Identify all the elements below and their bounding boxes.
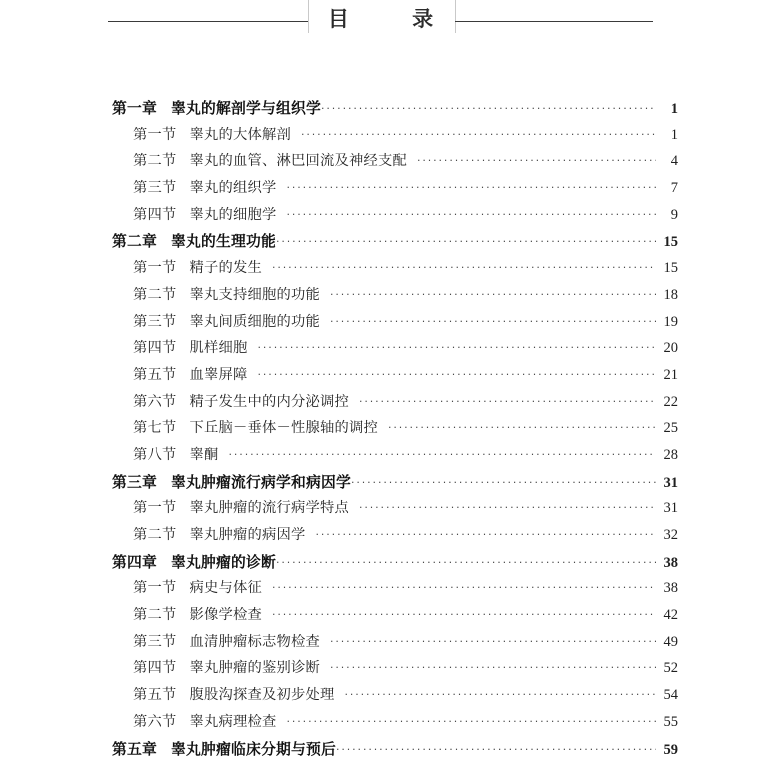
toc-entry-number: 第六节 <box>133 714 177 730</box>
toc-entry-number: 第六节 <box>133 394 177 410</box>
toc-section-entry[interactable] <box>0 577 761 604</box>
toc-entry-title: 睾丸肿瘤临床分期与预后 <box>171 741 336 758</box>
toc-entry-label <box>133 177 276 197</box>
toc-leader-dots <box>344 688 656 701</box>
toc-entry-number: 第三节 <box>133 314 177 330</box>
toc-leader-dots <box>272 581 656 594</box>
toc-section-entry[interactable] <box>0 524 761 551</box>
toc-entry-title: 睾丸的组织学 <box>190 180 277 196</box>
toc-entry-number: 第二章 <box>112 233 157 250</box>
toc-leader-dots <box>417 154 656 167</box>
toc-entry-label <box>112 551 276 572</box>
toc-entry-label <box>133 524 305 544</box>
toc-section-entry[interactable] <box>0 284 761 311</box>
toc-entry-label <box>112 738 336 759</box>
toc-entry-number: 第一节 <box>133 500 177 516</box>
toc-chapter-entry[interactable] <box>0 738 761 764</box>
toc-leader-dots <box>286 208 656 221</box>
toc-section-entry[interactable] <box>0 204 761 231</box>
toc-leader-dots <box>272 608 656 621</box>
toc-entry-label <box>133 311 320 331</box>
toc-entry-label <box>133 711 276 731</box>
toc-leader-dots <box>276 556 656 569</box>
toc-entry-label <box>133 657 320 677</box>
toc-entry-title: 睾丸的大体解剖 <box>190 127 291 143</box>
toc-header <box>0 0 761 46</box>
toc-leader-dots <box>286 181 656 194</box>
toc-entry-number: 第三节 <box>133 634 177 650</box>
toc-section-entry[interactable] <box>0 657 761 684</box>
toc-entry-label <box>133 604 262 624</box>
page-title: 目 录 <box>0 2 761 36</box>
toc-page-number: 54 <box>656 687 678 704</box>
toc-leader-dots <box>330 288 656 301</box>
toc-section-entry[interactable] <box>0 711 761 738</box>
toc-section-entry[interactable] <box>0 684 761 711</box>
toc-entry-label <box>133 337 248 357</box>
toc-entry-number: 第五章 <box>112 741 157 758</box>
toc-page-number: 25 <box>656 420 678 437</box>
toc-page-number: 21 <box>656 367 678 384</box>
toc-entry-label <box>112 471 351 492</box>
toc-page-number: 19 <box>656 314 678 331</box>
toc-entry-title: 睾丸间质细胞的功能 <box>190 314 320 330</box>
toc-page-number: 52 <box>656 660 678 677</box>
toc-page-number: 49 <box>656 634 678 651</box>
toc-leader-dots <box>229 448 657 461</box>
toc-section-entry[interactable] <box>0 604 761 631</box>
toc-leader-dots <box>359 395 656 408</box>
toc-entry-title: 睾丸肿瘤的病因学 <box>190 527 306 543</box>
toc-entry-number: 第一节 <box>133 260 177 276</box>
toc-entry-number: 第二节 <box>133 153 177 169</box>
toc-page-number: 7 <box>656 180 678 197</box>
toc-page-number: 32 <box>656 527 678 544</box>
toc-section-entry[interactable] <box>0 257 761 284</box>
toc-entry-title: 精子发生中的内分泌调控 <box>190 394 349 410</box>
toc-entry-label <box>133 124 291 144</box>
toc-entry-title: 肌样细胞 <box>190 340 248 356</box>
toc-entry-label <box>133 391 349 411</box>
toc-entry-number: 第三章 <box>112 474 157 491</box>
toc-section-entry[interactable] <box>0 417 761 444</box>
toc-leader-dots <box>286 715 656 728</box>
toc-entry-label <box>112 230 276 251</box>
toc-entry-title: 睾丸肿瘤流行病学和病因学 <box>171 474 351 491</box>
toc-entry-label <box>133 150 407 170</box>
toc-page-number: 31 <box>656 500 678 517</box>
toc-section-entry[interactable] <box>0 177 761 204</box>
toc-entry-title: 睾丸的解剖学与组织学 <box>171 100 321 117</box>
toc-entry-title: 血睾屏障 <box>190 367 248 383</box>
toc-section-entry[interactable] <box>0 311 761 338</box>
header-rule-right <box>455 21 653 22</box>
toc-section-entry[interactable] <box>0 444 761 471</box>
toc-leader-dots <box>258 368 657 381</box>
toc-chapter-entry[interactable] <box>0 551 761 578</box>
toc-entry-title: 睾丸支持细胞的功能 <box>190 287 320 303</box>
toc-page-number: 1 <box>656 127 678 144</box>
toc-entry-title: 病史与体征 <box>190 580 262 596</box>
toc-page-number: 59 <box>656 742 678 759</box>
toc-leader-dots <box>276 235 656 248</box>
toc-entry-label <box>133 497 349 517</box>
toc-entry-number: 第八节 <box>133 447 177 463</box>
toc-leader-dots <box>388 421 656 434</box>
toc-entry-number: 第一章 <box>112 100 157 117</box>
toc-section-entry[interactable] <box>0 497 761 524</box>
toc-entry-title: 影像学检查 <box>190 607 262 623</box>
toc-section-entry[interactable] <box>0 391 761 418</box>
toc-section-entry[interactable] <box>0 124 761 151</box>
toc-page-number: 18 <box>656 287 678 304</box>
toc-entry-label <box>112 97 321 118</box>
toc-entry-number: 第四节 <box>133 660 177 676</box>
toc-page-number: 31 <box>656 475 678 492</box>
toc-page-number: 15 <box>656 234 678 251</box>
toc-page-number: 9 <box>656 207 678 224</box>
toc-entry-label <box>133 631 320 651</box>
toc-entry-title: 睾丸肿瘤的流行病学特点 <box>190 500 349 516</box>
toc-section-entry[interactable] <box>0 337 761 364</box>
toc-page-number: 22 <box>656 394 678 411</box>
toc-section-entry[interactable] <box>0 150 761 177</box>
toc-chapter-entry[interactable] <box>0 471 761 498</box>
toc-entry-number: 第四节 <box>133 207 177 223</box>
toc-section-entry[interactable] <box>0 364 761 391</box>
toc-leader-dots <box>359 501 656 514</box>
toc-entry-title: 睾丸的生理功能 <box>171 233 276 250</box>
toc-entry-title: 睾丸的血管、淋巴回流及神经支配 <box>190 153 407 169</box>
toc-leader-dots <box>351 476 656 489</box>
toc-entry-label <box>133 204 276 224</box>
toc-page-number: 55 <box>656 714 678 731</box>
toc-entry-title: 精子的发生 <box>190 260 262 276</box>
toc-entry-title: 睾丸肿瘤的诊断 <box>171 554 276 571</box>
toc-leader-dots <box>330 661 656 674</box>
toc-chapter-entry[interactable] <box>0 230 761 257</box>
toc-entry-label <box>133 684 334 704</box>
toc-entry-label <box>133 577 262 597</box>
toc-page-number: 38 <box>656 555 678 572</box>
toc-leader-dots <box>330 315 656 328</box>
toc-entry-number: 第二节 <box>133 607 177 623</box>
toc-entry-label <box>133 284 320 304</box>
toc-entry-title: 睾酮 <box>190 447 219 463</box>
toc-page-number: 28 <box>656 447 678 464</box>
toc-entry-number: 第二节 <box>133 527 177 543</box>
toc-page-number: 20 <box>656 340 678 357</box>
toc-leader-dots <box>336 743 656 756</box>
toc-entry-title: 睾丸的细胞学 <box>190 207 277 223</box>
toc-page-number: 42 <box>656 607 678 624</box>
toc-leader-dots <box>272 261 656 274</box>
toc-entry-title: 血清肿瘤标志物检查 <box>190 634 320 650</box>
toc-entry-number: 第五节 <box>133 367 177 383</box>
toc-entry-label <box>133 257 262 277</box>
toc-entry-number: 第一节 <box>133 127 177 143</box>
toc-entry-title: 下丘脑－垂体－性腺轴的调控 <box>190 420 378 436</box>
toc-entry-title: 睾丸病理检查 <box>190 714 277 730</box>
toc-leader-dots <box>330 635 656 648</box>
toc-entry-number: 第一节 <box>133 580 177 596</box>
toc-entry-title: 睾丸肿瘤的鉴别诊断 <box>190 660 320 676</box>
toc-entry-number: 第二节 <box>133 287 177 303</box>
toc-entry-label <box>133 417 378 437</box>
toc-leader-dots <box>301 128 656 141</box>
toc-section-entry[interactable] <box>0 631 761 658</box>
toc-entry-number: 第三节 <box>133 180 177 196</box>
toc-entry-title: 腹股沟探查及初步处理 <box>190 687 335 703</box>
toc-entry-number: 第四节 <box>133 340 177 356</box>
toc-entry-number: 第七节 <box>133 420 177 436</box>
toc-entry-label <box>133 364 248 384</box>
toc-leader-dots <box>315 528 656 541</box>
toc-entry-label <box>133 444 219 464</box>
toc-leader-dots <box>258 341 657 354</box>
toc-page-number: 1 <box>656 101 678 118</box>
toc-page-number: 15 <box>656 260 678 277</box>
toc-chapter-entry[interactable] <box>0 97 761 124</box>
toc-page-number: 38 <box>656 580 678 597</box>
header-tick-right <box>455 0 456 33</box>
toc-leader-dots <box>321 102 656 115</box>
toc-page-number: 4 <box>656 153 678 170</box>
toc-list <box>0 97 761 764</box>
toc-entry-number: 第五节 <box>133 687 177 703</box>
toc-entry-number: 第四章 <box>112 554 157 571</box>
